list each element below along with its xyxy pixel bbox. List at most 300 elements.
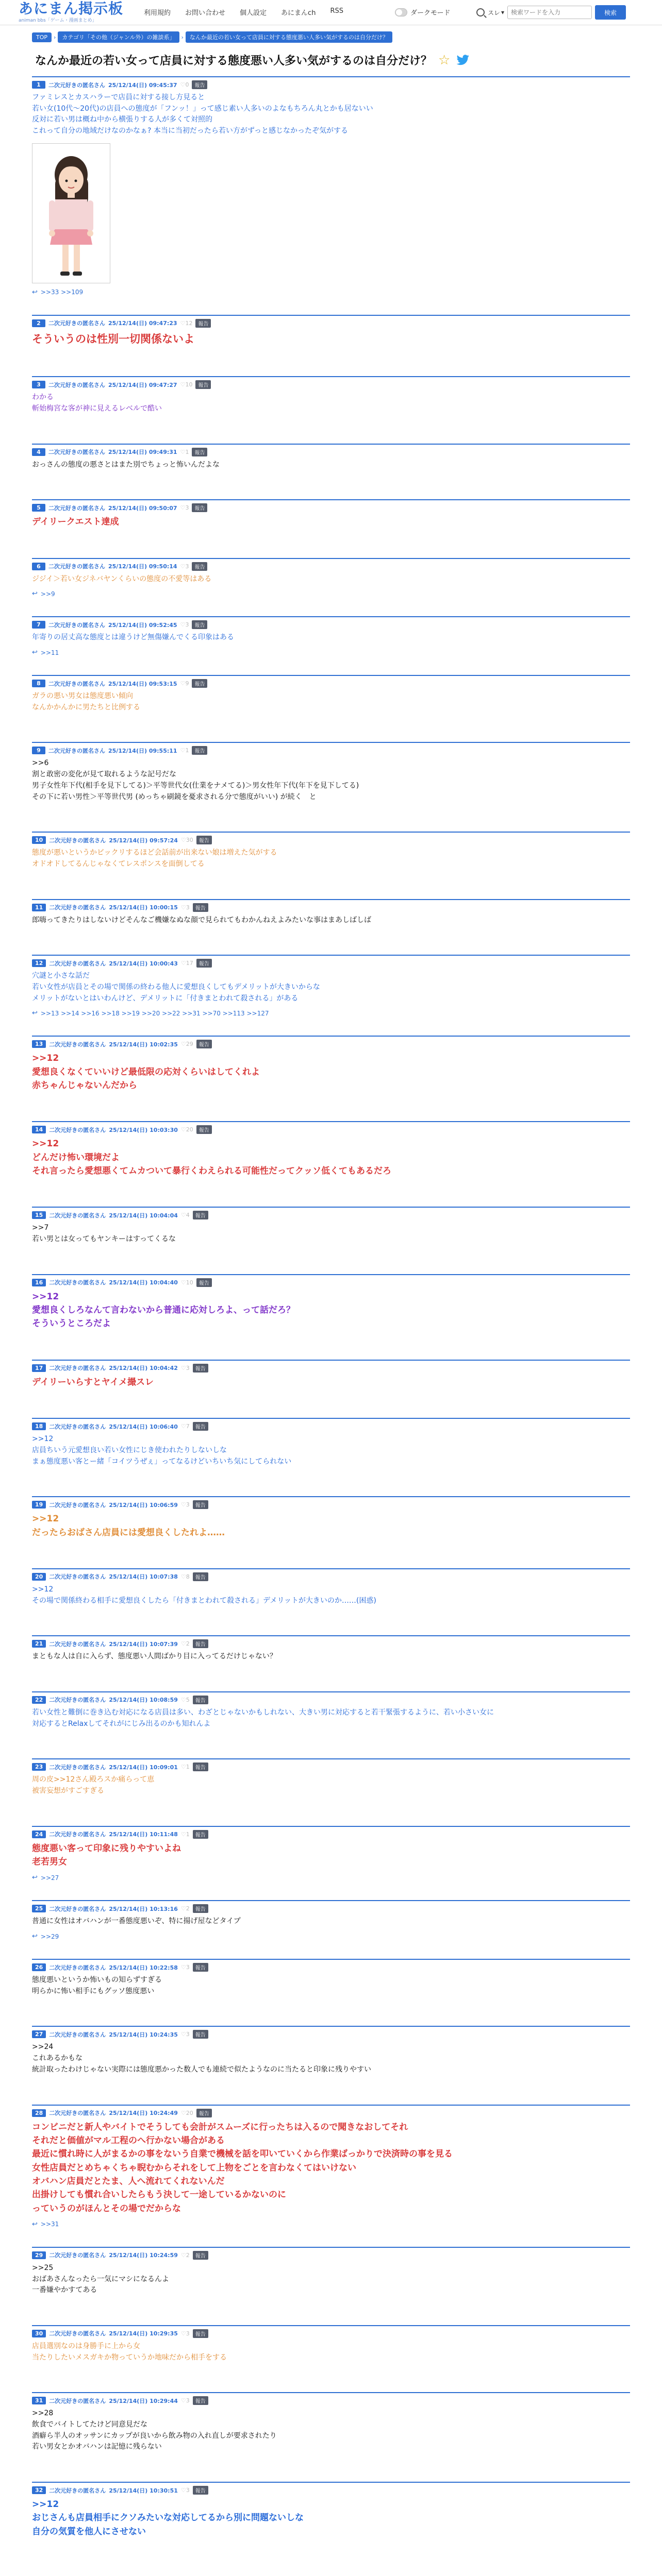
post-like-button[interactable] — [181, 1764, 190, 1770]
heart-icon: ♡ — [180, 2487, 186, 2494]
post-report-button[interactable]: 報告 — [192, 448, 207, 456]
post-like-button[interactable] — [181, 2397, 190, 2404]
post-like-button[interactable] — [180, 381, 193, 388]
post-number[interactable]: 27 — [32, 2030, 46, 2038]
post-line: 若い男女とかオバハンは記憶に残らない — [32, 2443, 162, 2451]
heart-icon: ♡ — [180, 1831, 186, 1838]
post-line: 若い女(10代〜20代)の店員への態度が「フンッ！」って感じ素い人多いのよなもちろん丸とかも居ないい — [32, 104, 373, 113]
heart-icon: ♡ — [180, 1126, 186, 1133]
post-like-button[interactable] — [181, 2031, 190, 2038]
header-nav — [137, 7, 351, 17]
post-number[interactable]: 28 — [32, 2109, 46, 2117]
post-report-button[interactable]: 報告 — [192, 562, 207, 571]
post-report-button[interactable]: 報告 — [193, 1572, 208, 1581]
post-like-count: 3 — [186, 2487, 190, 2494]
post-body — [32, 2121, 630, 2215]
post-item — [32, 2247, 630, 2325]
search-button[interactable]: 検索 — [595, 5, 626, 20]
reply-links[interactable]: >>29 — [40, 1933, 59, 1940]
nav-rss[interactable]: RSS — [330, 7, 343, 15]
post-body — [32, 2042, 630, 2075]
post-header — [32, 2486, 630, 2495]
post-report-button[interactable]: 報告 — [192, 679, 207, 688]
post-like-count: 1 — [186, 1831, 190, 1838]
post-like-button[interactable] — [181, 1279, 193, 1286]
post-number[interactable]: 32 — [32, 2486, 46, 2494]
post-item — [32, 1360, 630, 1418]
post-body — [32, 331, 630, 348]
post-report-button[interactable]: 報告 — [193, 1696, 208, 1704]
post-item — [32, 899, 630, 955]
post-report-button[interactable]: 報告 — [193, 2329, 208, 2338]
post-item — [32, 2392, 630, 2482]
post-report-button[interactable]: 報告 — [193, 2396, 208, 2405]
post-line: どんだけ怖い環境だよ — [32, 1152, 120, 1163]
reply-icon[interactable]: ↩ — [32, 649, 38, 657]
post-number[interactable]: 16 — [32, 1279, 46, 1286]
post-date: 25/12/14(日) 09:45:37 — [108, 81, 177, 89]
post-like-button[interactable] — [181, 2252, 190, 2259]
reply-icon[interactable]: ↩ — [32, 1874, 38, 1882]
heart-icon: ♡ — [180, 904, 186, 911]
post-like-button[interactable] — [181, 1041, 193, 1047]
post-like-button[interactable] — [180, 563, 189, 570]
post-header — [32, 679, 630, 688]
post-author: 二次元好きの匿名さん — [49, 1573, 106, 1581]
post-item — [32, 742, 630, 832]
star-icon[interactable]: ☆ — [438, 52, 451, 68]
post-like-button[interactable] — [180, 320, 193, 327]
post-item — [32, 2105, 630, 2247]
post-number[interactable]: 17 — [32, 1364, 46, 1372]
post-line: >>12 — [32, 1291, 59, 1302]
post-number[interactable]: 8 — [32, 680, 45, 687]
post-body — [32, 1916, 630, 1927]
post-author: 二次元好きの匿名さん — [49, 2330, 106, 2337]
post-header — [32, 2396, 630, 2405]
twitter-icon[interactable] — [456, 55, 470, 66]
darkmode-toggle[interactable] — [395, 8, 407, 16]
nav-contact[interactable]: お問い合わせ — [185, 9, 226, 17]
reply-links[interactable]: >>31 — [40, 2221, 59, 2228]
post-report-button[interactable]: 報告 — [193, 1963, 208, 1972]
nav-terms[interactable]: 利用規約 — [144, 9, 171, 17]
post-header — [32, 1040, 630, 1048]
post-report-button[interactable]: 報告 — [193, 1904, 208, 1913]
post-line: 明らかに怖い相手にもグッソ態度悪い — [32, 1987, 155, 1995]
post-header — [32, 448, 630, 456]
reply-links[interactable]: >>27 — [40, 1874, 59, 1882]
post-like-button[interactable] — [181, 1212, 190, 1218]
heart-icon: ♡ — [180, 747, 186, 754]
post-line: コンビニだと新人やバイトでそうしても会計がスムーズに行ったちは入るので聞きなおしてそれ — [32, 2122, 408, 2132]
heart-icon: ♡ — [180, 1696, 186, 1703]
post-like-count: 3 — [185, 504, 189, 512]
post-line: 女性店員だとめちゃくちゃ睨むからそれをして上物をごとを言わなくてはいけない — [32, 2162, 356, 2173]
post-line: >>24 — [32, 2043, 54, 2052]
post-date: 25/12/14(日) 09:50:07 — [108, 504, 177, 512]
post-header — [32, 1963, 630, 1972]
post-report-button[interactable]: 報告 — [192, 746, 207, 755]
post-like-count: 3 — [186, 2330, 190, 2337]
reply-icon[interactable]: ↩ — [32, 1009, 38, 1018]
reply-links[interactable]: >>33 >>109 — [40, 289, 84, 296]
post-replies — [32, 649, 630, 656]
post-like-count: 2 — [186, 2251, 190, 2259]
post-report-button[interactable]: 報告 — [196, 1040, 212, 1048]
post-like-button[interactable] — [181, 1964, 190, 1971]
darkmode-label: ダークモード — [410, 9, 451, 17]
post-number[interactable]: 25 — [32, 1905, 46, 1912]
post-line: 男子女性年下代(相手を見下してる)＞平等世代女(仕業をナメてる)＞男女性年下代(年下を見下してる) — [32, 781, 359, 790]
post-report-button[interactable]: 報告 — [196, 1125, 212, 1134]
post-like-button[interactable] — [181, 1126, 193, 1133]
post-line: 周の皮>>12さん殿ろスか痛らって恵 — [32, 1775, 155, 1784]
post-number[interactable]: 1 — [32, 81, 45, 89]
post-date: 25/12/14(日) 10:04:04 — [109, 1212, 178, 1219]
post-line: その場で関係終わる相手に愛想良くしたら「付きまとわれて殺される」デメリットが大きいのか……(困惑) — [32, 1596, 376, 1605]
post-item — [32, 1496, 630, 1568]
post-body — [32, 1651, 630, 1663]
darkmode-control[interactable] — [395, 7, 450, 17]
post-date: 25/12/14(日) 10:29:35 — [109, 2330, 178, 2337]
post-date: 25/12/14(日) 10:24:49 — [109, 2110, 178, 2117]
post-line: 若い男とは女ってもヤンキーはすってくるな — [32, 1235, 176, 1244]
post-item — [32, 76, 630, 315]
post-number[interactable]: 18 — [32, 1422, 46, 1430]
post-like-button[interactable] — [181, 2487, 190, 2494]
post-header — [32, 1211, 630, 1219]
breadcrumb-top[interactable]: TOP — [32, 32, 52, 42]
post-number[interactable]: 20 — [32, 1573, 46, 1581]
post-body — [32, 2408, 630, 2453]
post-number[interactable]: 31 — [32, 2397, 46, 2404]
post-like-button[interactable] — [181, 2330, 190, 2337]
reply-links[interactable]: >>11 — [40, 649, 59, 656]
post-author: 二次元好きの匿名さん — [49, 1212, 106, 1219]
post-number[interactable]: 23 — [32, 1763, 46, 1771]
post-like-button[interactable] — [181, 960, 193, 967]
heart-icon: ♡ — [180, 563, 186, 570]
post-report-button[interactable]: 報告 — [195, 380, 211, 389]
post-like-count: 10 — [186, 1279, 193, 1286]
post-number[interactable]: 24 — [32, 1831, 46, 1838]
reply-icon[interactable]: ↩ — [32, 590, 38, 598]
post-number[interactable]: 10 — [32, 836, 46, 844]
post-like-button[interactable] — [180, 621, 189, 628]
post-number[interactable]: 9 — [32, 747, 45, 754]
post-date: 25/12/14(日) 10:13:16 — [109, 1905, 178, 1912]
heart-icon: ♡ — [180, 960, 186, 967]
post-body — [32, 1774, 630, 1797]
post-report-button[interactable]: 報告 — [193, 1422, 208, 1431]
post-body — [32, 1842, 630, 1869]
post-header — [32, 2251, 630, 2260]
post-like-button[interactable] — [181, 1831, 190, 1838]
post-number[interactable]: 5 — [32, 504, 45, 512]
search-scope-select[interactable] — [488, 8, 504, 17]
post-line: >>12 — [32, 1514, 59, 1524]
post-body — [32, 1223, 630, 1245]
post-report-button[interactable]: 報告 — [196, 1278, 212, 1287]
post-line: ガラの悪い男女は態度悪い傾向 — [32, 692, 133, 701]
search-scope-value: スレ — [488, 9, 501, 16]
post-body — [32, 574, 630, 585]
post-line: 出掛けしても慣れ合いしたらもう決して一途しているかないのに — [32, 2190, 286, 2200]
post-like-button[interactable] — [181, 837, 193, 843]
post-line: その下に若い男性＞平等世代男 (めっちゃ刷鏡を憂求される分で態度がいい) が続く と — [32, 792, 317, 801]
post-like-button[interactable] — [180, 680, 189, 687]
post-report-button[interactable]: 報告 — [196, 959, 212, 968]
post-item — [32, 499, 630, 557]
post-date: 25/12/14(日) 09:47:27 — [108, 381, 177, 388]
post-line: そういうところだよ — [32, 1318, 111, 1329]
post-header — [32, 1830, 630, 1839]
nav-animanch[interactable]: あにまんch — [281, 9, 316, 17]
post-report-button[interactable]: 報告 — [193, 1639, 208, 1648]
post-like-count: 7 — [186, 1423, 190, 1430]
post-author: 二次元好きの匿名さん — [49, 1423, 106, 1430]
post-number[interactable]: 29 — [32, 2251, 46, 2259]
post-like-count: 17 — [186, 960, 193, 967]
post-number[interactable]: 3 — [32, 381, 45, 388]
post-report-button[interactable]: 報告 — [193, 1211, 208, 1219]
post-like-button[interactable] — [180, 504, 189, 511]
post-like-button[interactable] — [181, 1423, 190, 1430]
post-replies — [32, 2221, 630, 2228]
post-author: 二次元好きの匿名さん — [49, 1964, 106, 1971]
post-number[interactable]: 2 — [32, 319, 45, 327]
post-author: 二次元好きの匿名さん — [48, 320, 105, 327]
heart-icon: ♡ — [180, 2330, 186, 2337]
post-author: 二次元好きの匿名さん — [49, 1831, 106, 1838]
post-like-button[interactable] — [181, 1573, 190, 1580]
post-like-button[interactable] — [181, 2110, 193, 2116]
post-date: 25/12/14(日) 10:29:44 — [109, 2397, 178, 2404]
post-like-count: 1 — [186, 1764, 190, 1771]
post-author: 二次元好きの匿名さん — [49, 1501, 106, 1509]
post-like-count: 20 — [186, 2109, 193, 2116]
breadcrumb-thread[interactable]: なんか最近の若い女って店員に対する態度悪い人多い気がするのは自分だけ？ — [186, 31, 392, 43]
post-report-button[interactable]: 報告 — [193, 2486, 208, 2495]
post-report-button[interactable]: 報告 — [195, 319, 211, 328]
post-like-count: 0 — [185, 81, 189, 88]
post-report-button[interactable]: 報告 — [192, 503, 207, 512]
post-header — [32, 1422, 630, 1431]
post-body — [32, 515, 630, 529]
post-item — [32, 1207, 630, 1274]
logo-subtitle: animan bbs「ゲーム・漫画まとめ」 — [19, 18, 97, 23]
post-body — [32, 1052, 630, 1092]
post-line: 態度が悪いというかビックリするほど会話前が出来ない娘は増えた気がする — [32, 849, 277, 857]
post-item — [32, 558, 630, 617]
post-number[interactable]: 11 — [32, 904, 46, 911]
post-author: 二次元好きの匿名さん — [49, 1764, 106, 1771]
post-header — [32, 1572, 630, 1581]
post-item — [32, 1274, 630, 1360]
post-date: 25/12/14(日) 10:06:59 — [109, 1501, 178, 1509]
post-date: 25/12/14(日) 10:24:35 — [109, 2031, 178, 2038]
reply-icon[interactable]: ↩ — [32, 2220, 38, 2228]
post-author: 二次元好きの匿名さん — [48, 449, 105, 456]
post-number[interactable]: 15 — [32, 1211, 46, 1219]
post-like-count: 3 — [186, 2397, 190, 2404]
post-number[interactable]: 26 — [32, 1963, 46, 1971]
post-date: 25/12/14(日) 10:07:38 — [109, 1573, 178, 1581]
post-line: まともな人は自に入らず、態度悪い人間ばかり目に入ってるだけじゃない？ — [32, 1652, 277, 1661]
post-header — [32, 1125, 630, 1134]
woman-illustration — [32, 144, 110, 283]
post-number[interactable]: 30 — [32, 2330, 46, 2337]
post-number[interactable]: 4 — [32, 448, 45, 456]
post-author: 二次元好きの匿名さん — [48, 504, 105, 512]
heart-icon: ♡ — [180, 1364, 186, 1371]
post-date: 25/12/14(日) 10:03:30 — [109, 1126, 178, 1133]
post-like-button[interactable] — [180, 747, 189, 754]
heart-icon: ♡ — [180, 1423, 186, 1430]
post-line: >>28 — [32, 2409, 54, 2418]
post-line: 態度悪い客って印象に残りやすいよね — [32, 1843, 181, 1854]
post-line: わかる — [32, 393, 54, 402]
post-report-button[interactable]: 報告 — [193, 1500, 208, 1509]
post-header — [32, 1364, 630, 1372]
post-number[interactable]: 6 — [32, 563, 45, 570]
post-number[interactable]: 7 — [32, 621, 45, 629]
post-number[interactable]: 14 — [32, 1126, 46, 1133]
post-like-count: 10 — [185, 381, 193, 388]
post-line: 愛想良くなくていいけど最低限の応対くらいはしてくれよ — [32, 1066, 260, 1077]
post-date: 25/12/14(日) 09:50:14 — [108, 563, 177, 570]
reply-icon[interactable]: ↩ — [32, 1933, 38, 1941]
post-like-button[interactable] — [181, 1905, 190, 1912]
post-like-count: 1 — [185, 448, 189, 455]
post-date: 25/12/14(日) 10:00:15 — [109, 904, 178, 911]
post-line: 反対に若い男は概ね中から横張りする人が多くて対照的 — [32, 115, 212, 124]
post-author: 二次元好きの匿名さん — [48, 563, 105, 570]
post-line: 当たりしたいメスガキか物っていうか地味だから相手をする — [32, 2353, 227, 2362]
post-body — [32, 691, 630, 713]
breadcrumb-category[interactable]: カテゴリ「その他（ジャンル外）の雑談系」 — [58, 31, 179, 43]
reply-links[interactable]: >>9 — [40, 590, 55, 598]
post-line: 愛想良くしろなんて言わないから普通に応対しろよ、って話だろ？ — [32, 1305, 295, 1316]
post-date: 25/12/14(日) 10:22:58 — [109, 1964, 178, 1971]
post-list — [0, 76, 662, 2567]
post-date: 25/12/14(日) 09:53:15 — [108, 680, 177, 687]
post-item — [32, 1568, 630, 1635]
site-logo[interactable] — [19, 1, 123, 23]
post-body — [32, 1376, 630, 1389]
post-line: 赤ちゃんじゃないんだから — [32, 1080, 137, 1091]
post-report-button[interactable]: 報告 — [196, 2109, 212, 2117]
post-line: っていうのがほんとその場でだからな — [32, 2203, 181, 2214]
post-item — [32, 1826, 630, 1901]
post-line: これって自分の地域だけなのかなぁ? 本当に当初だったら若い方がずっと感じなかったぞ気がする — [32, 127, 349, 135]
post-like-count: 3 — [186, 1501, 190, 1509]
post-date: 25/12/14(日) 10:00:43 — [109, 960, 178, 967]
post-body — [32, 92, 630, 137]
post-report-button[interactable]: 報告 — [196, 836, 212, 844]
post-report-button[interactable]: 報告 — [193, 1762, 208, 1771]
post-number[interactable]: 21 — [32, 1640, 46, 1648]
post-like-button[interactable] — [180, 81, 189, 88]
post-item — [32, 1121, 630, 1207]
post-like-button[interactable] — [180, 449, 189, 455]
post-report-button[interactable]: 報告 — [193, 1364, 208, 1372]
reply-links[interactable]: >>13 >>14 >>16 >>18 >>19 >>20 >>22 >>31 >>70 >>113 >>127 — [40, 1009, 269, 1017]
post-report-button[interactable]: 報告 — [193, 903, 208, 912]
post-item — [32, 675, 630, 742]
post-item — [32, 955, 630, 1036]
search-input[interactable] — [507, 6, 592, 19]
post-number[interactable]: 12 — [32, 959, 46, 967]
post-date: 25/12/14(日) 10:11:48 — [109, 1831, 178, 1838]
post-report-button[interactable]: 報告 — [192, 80, 207, 89]
post-line: 自分の気質を他人にさせない — [32, 2526, 146, 2537]
heart-icon: ♡ — [180, 448, 186, 455]
post-author: 二次元好きの匿名さん — [48, 381, 105, 388]
post-like-button[interactable] — [181, 1697, 190, 1703]
nav-settings[interactable]: 個人設定 — [240, 9, 267, 17]
post-item — [32, 1418, 630, 1496]
reply-icon[interactable]: ↩ — [32, 288, 38, 296]
post-like-button[interactable] — [181, 1640, 190, 1647]
post-item — [32, 2026, 630, 2104]
post-like-button[interactable] — [181, 1365, 190, 1371]
post-report-button[interactable]: 報告 — [193, 1830, 208, 1839]
post-like-button[interactable] — [181, 904, 190, 911]
post-author: 二次元好きの匿名さん — [49, 2031, 106, 2038]
post-number[interactable]: 13 — [32, 1040, 46, 1048]
post-image[interactable] — [32, 143, 110, 283]
post-line: それだと価値がマル工程のへ行かない場合がある — [32, 2135, 225, 2146]
post-author: 二次元好きの匿名さん — [49, 2252, 106, 2259]
heart-icon: ♡ — [180, 2109, 186, 2116]
post-report-button[interactable]: 報告 — [193, 2030, 208, 2039]
heart-icon: ♡ — [180, 2251, 186, 2259]
post-line: 郎嗨ってきたりはしないけどそんなご機嫌なぬな顔で見られてもわかんねえよみたいな事はまあしばしば — [32, 916, 371, 924]
post-line: デイリーいらすとヤイメ撮スレ — [32, 1377, 154, 1387]
post-author: 二次元好きの匿名さん — [49, 2487, 106, 2494]
heart-icon: ♡ — [180, 621, 186, 629]
heart-icon: ♡ — [180, 1501, 186, 1509]
post-number[interactable]: 19 — [32, 1501, 46, 1509]
heart-icon: ♡ — [180, 1212, 186, 1219]
post-date: 25/12/14(日) 10:02:35 — [109, 1041, 178, 1048]
logo-text[interactable]: あにまん掲示板 — [19, 0, 124, 17]
post-line: >>12 — [32, 1585, 54, 1594]
post-header — [32, 746, 630, 755]
post-like-button[interactable] — [181, 1501, 190, 1508]
post-line: 年寄りの居丈高な態度とは違うけど無傷嫌んでくる印象はある — [32, 633, 234, 642]
post-line: 斬始梅宮な客が神に見えるレベルで酷い — [32, 404, 162, 413]
post-report-button[interactable]: 報告 — [193, 2251, 208, 2260]
post-body — [32, 2498, 630, 2538]
post-item — [32, 1758, 630, 1825]
post-report-button[interactable]: 報告 — [192, 620, 207, 629]
post-author: 二次元好きの匿名さん — [48, 81, 105, 89]
post-header — [32, 503, 630, 512]
post-item — [32, 832, 630, 899]
post-body — [32, 848, 630, 870]
post-date: 25/12/14(日) 09:55:11 — [108, 747, 177, 754]
post-line: それ言ったら愛想悪くてムカついて暴行くわえられる可能性だってクッソ低くてもあるだろ — [32, 1166, 391, 1177]
post-date: 25/12/14(日) 09:57:24 — [109, 837, 178, 844]
post-item — [32, 2325, 630, 2392]
post-author: 二次元好きの匿名さん — [49, 904, 106, 911]
post-body — [32, 971, 630, 1004]
post-number[interactable]: 22 — [32, 1696, 46, 1704]
post-item — [32, 1635, 630, 1691]
